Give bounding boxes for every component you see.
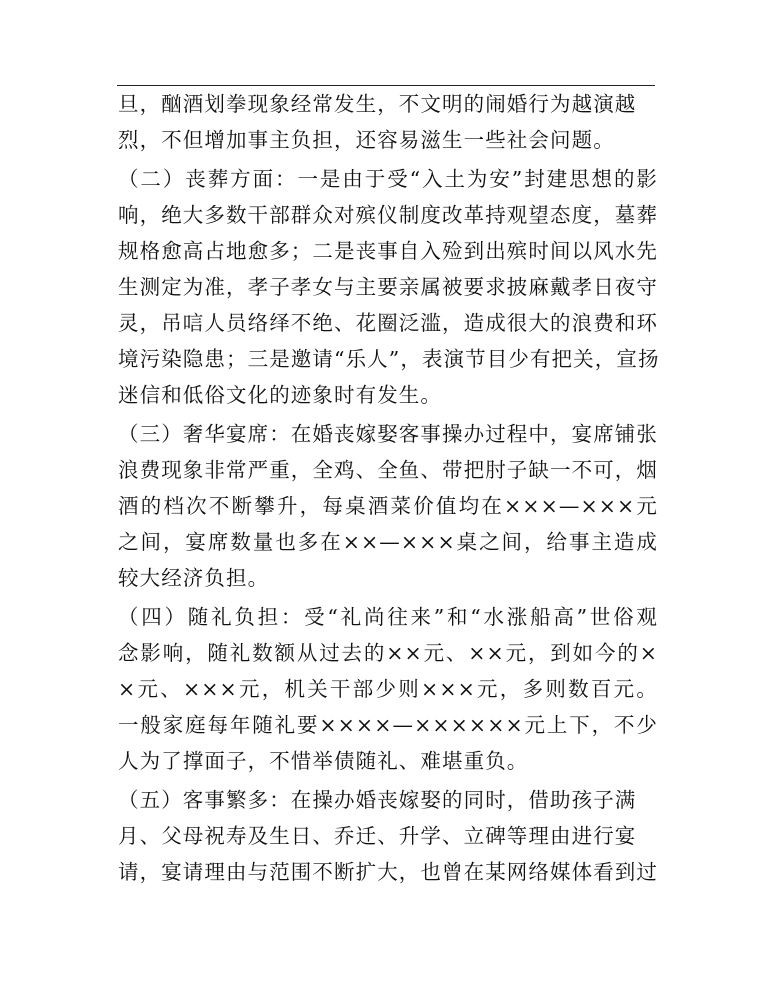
text-line: 响，绝大多数干部群众对殡仪制度改革持观望态度，墓葬: [118, 203, 658, 227]
text-line: 较大经济负担。: [118, 566, 270, 590]
text-line: 月、父母祝寿及生日、乔迁、升学、立碑等理由进行宴: [118, 824, 637, 848]
text-line: （五）客事繁多：在操办婚丧嫁娶的同时，借助孩子满: [118, 788, 637, 812]
text-line: ×元、×××元，机关干部少则×××元，多则数百元。: [118, 677, 658, 701]
text-line: 浪费现象非常严重，全鸡、全鱼、带把肘子缺一不可，烟: [118, 458, 658, 482]
text-line: 规格愈高占地愈多；二是丧事自入殓到出殡时间以风水先: [118, 239, 658, 263]
text-line: 迷信和低俗文化的迹象时有发生。: [118, 383, 442, 407]
text-line: 之间，宴席数量也多在××—×××桌之间，给事主造成: [118, 530, 658, 554]
text-line: 念影响，随礼数额从过去的××元、××元，到如今的×: [118, 641, 658, 665]
text-line: 烈，不但增加事主负担，还容易滋生一些社会问题。: [118, 128, 615, 152]
text-line: （四）随礼负担：受“礼尚往来”和“水涨船高”世俗观: [118, 605, 658, 629]
text-line: 生测定为准，孝子孝女与主要亲属被要求披麻戴孝日夜守: [118, 275, 658, 299]
header-rule: [117, 85, 655, 86]
text-line: 一般家庭每年随礼要××××—××××××元上下，不少: [118, 713, 658, 737]
text-line: 境污染隐患；三是邀请“乐人”，表演节目少有把关，宣扬: [118, 347, 660, 371]
text-line: 酒的档次不断攀升，每桌酒菜价值均在×××—×××元: [118, 494, 658, 518]
text-line: （二）丧葬方面：一是由于受“入土为安”封建思想的影: [118, 167, 658, 191]
text-line: 灵，吊唁人员络绎不绝、花圈泛滥，造成很大的浪费和环: [118, 311, 658, 335]
text-line: 人为了撑面子，不惜举债随礼、难堪重负。: [118, 749, 529, 773]
text-line: 旦，酗酒划拳现象经常发生，不文明的闹婚行为越演越: [118, 92, 637, 116]
text-line: 请，宴请理由与范围不断扩大，也曾在某网络媒体看到过: [118, 860, 658, 884]
text-line: （三）奢华宴席：在婚丧嫁娶客事操办过程中，宴席铺张: [118, 422, 658, 446]
